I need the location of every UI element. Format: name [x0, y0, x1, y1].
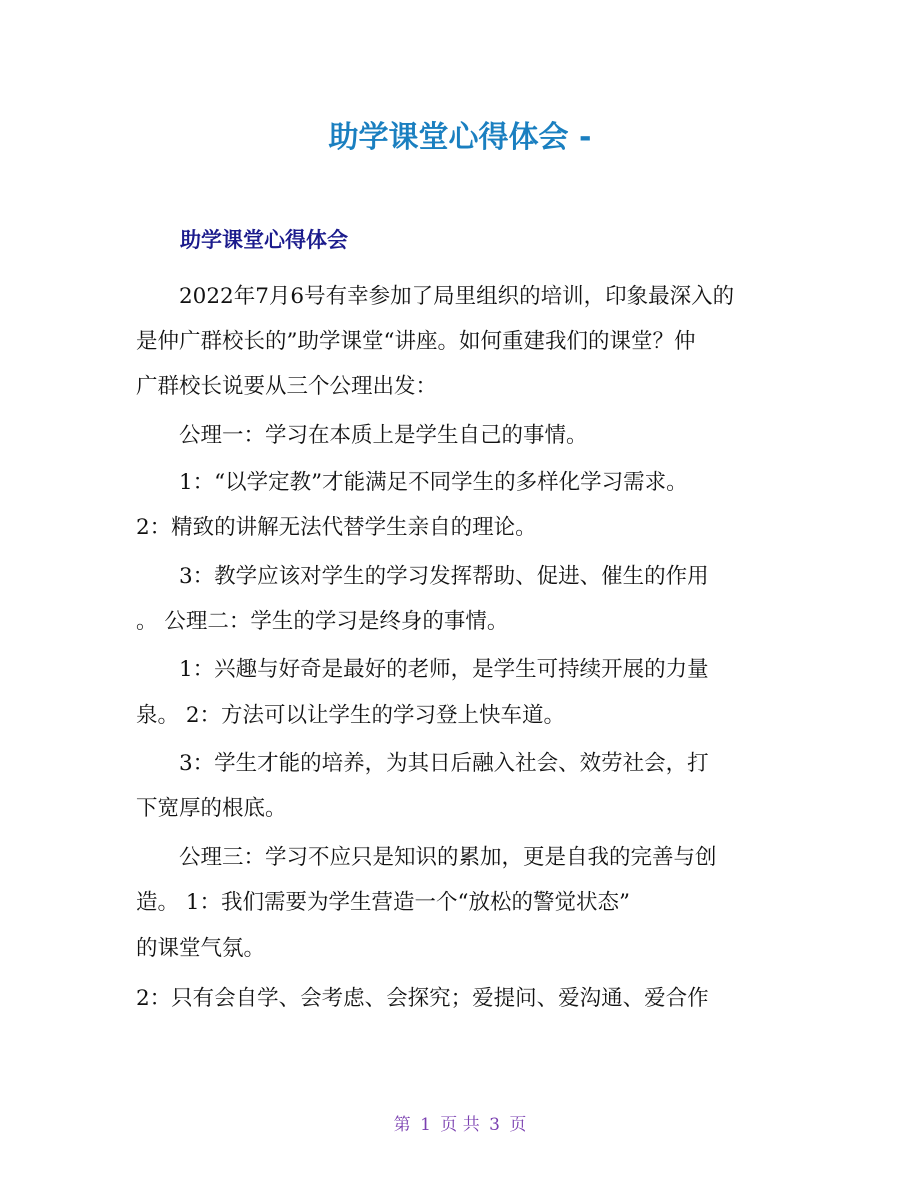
body-line: 下宽厚的根底。	[136, 796, 287, 821]
body-line: 2022年7月6号有幸参加了局里组织的培训，印象最深入的	[136, 284, 735, 309]
section-heading: 助学课堂心得体会	[180, 228, 348, 252]
body-line: 的课堂气氛。	[136, 936, 266, 961]
body-line: 1：兴趣与好奇是最好的老师，是学生可持续开展的力量	[136, 657, 709, 682]
body-line: 3：学生才能的培养，为其日后融入社会、效劳社会，打	[136, 751, 709, 776]
body-line: 是仲广群校长的”助学课堂“讲座。如何重建我们的课堂？仲	[136, 329, 696, 354]
total-page-count: 3	[489, 1115, 500, 1135]
document-title: 助学课堂心得体会 -	[328, 120, 592, 155]
page-footer	[0, 1112, 920, 1138]
body-line: 2：只有会自学、会考虑、会探究；爱提问、爱沟通、爱合作	[136, 986, 709, 1011]
body-line: 广群校长说要从三个公理出发：	[136, 374, 438, 399]
footer-middle: 页 共	[440, 1115, 480, 1135]
body-line: 2：精致的讲解无法代替学生亲自的理论。	[136, 515, 537, 540]
body-line: 公理一：学习在本质上是学生自己的事情。	[136, 423, 588, 448]
body-line: 公理三：学习不应只是知识的累加，更是自我的完善与创	[136, 845, 717, 870]
footer-prefix: 第	[393, 1115, 411, 1135]
body-line: 3：教学应该对学生的学习发挥帮助、促进、催生的作用	[136, 564, 709, 589]
body-line: 。 公理二：学生的学习是终身的事情。	[136, 609, 509, 634]
body-line: 泉。 2：方法可以让学生的学习登上快车道。	[136, 703, 566, 728]
body-line: 1：“以学定教”才能满足不同学生的多样化学习需求。	[136, 470, 688, 495]
footer-suffix: 页	[509, 1115, 527, 1135]
current-page-number: 1	[420, 1115, 431, 1135]
body-line: 造。 1：我们需要为学生营造一个“放松的警觉状态”	[136, 890, 630, 915]
